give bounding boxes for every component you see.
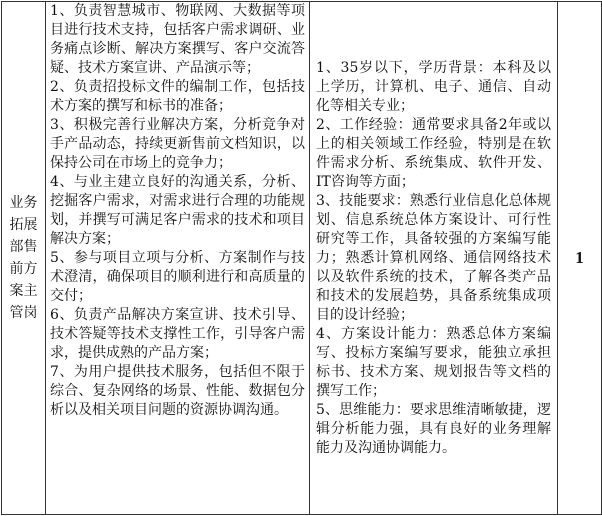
- requirement-item-4: 4、方案设计能力：熟悉总体方案编写、投标方案编写要求，能独立承担标书、技术方案、规划报告等文档的撰写工作；: [316, 325, 551, 399]
- job-requirements-table: [1, 1, 602, 515]
- duties-cell: [46, 2, 310, 515]
- requirement-item-5: 5、思维能力：要求思维清晰敏捷，逻辑分析能力强，具有良好的业务理解能力及沟通协调能力。: [316, 401, 551, 456]
- duty-item-7: 7、为用户提供技术服务，包括但不限于综合、复杂网络的场景、性能、数据包分析以及相关项目问题的资源协调沟通。: [50, 364, 305, 418]
- requirement-item-3: 3、技能要求：熟悉行业信息化总体规划、信息系统总体方案设计、可行性研究等工作，具备较强的方案编写能力；熟悉计算机网络、通信网络技术以及软件系统的技术，了解各类产品和技术的发展趋势，具备系统集成项目的设计经验；: [316, 192, 551, 323]
- duty-item-4: 4、与业主建立良好的沟通关系，分析、挖掘客户需求，对需求进行合理的功能规划，并撰写可满足客户需求的技术和项目解决方案；: [50, 174, 305, 247]
- requirement-item-1: 1、35岁以下，学历背景：本科及以上学历，计算机、电子、通信、自动化等相关专业；: [316, 59, 551, 114]
- duty-item-2: 2、负责招投标文件的编制工作，包括技术方案的撰写和标书的准备；: [50, 79, 305, 114]
- position-title: 业务拓展部售前方案主管岗: [2, 2, 46, 515]
- duty-item-6: 6、负责产品解决方案宣讲、技术引导、技术答疑等技术支撑性工作，引导客户需求，提供成熟的产品方案；: [50, 307, 305, 361]
- duty-item-5: 5、参与项目立项与分析、方案制作与技术澄清，确保项目的顺利进行和高质量的交付；: [50, 250, 305, 304]
- requirements-cell: [310, 2, 558, 515]
- duty-item-3: 3、积极完善行业解决方案，分析竞争对手产品动态，持续更新售前文档知识，以保持公司在市场上的竞争力；: [50, 117, 305, 171]
- headcount: 1: [558, 2, 602, 515]
- requirement-item-2: 2、工作经验：通常要求具备2年或以上的相关领域工作经验，特别是在软件需求分析、系统集成、软件开发、IT咨询等方面；: [316, 116, 551, 190]
- duty-item-1: 1、负责智慧城市、物联网、大数据等项目进行技术支持，包括客户需求调研、业务痛点诊断、解决方案撰写、客户交流答疑、技术方案宣讲、产品演示等；: [50, 3, 305, 76]
- table-row: [2, 2, 602, 515]
